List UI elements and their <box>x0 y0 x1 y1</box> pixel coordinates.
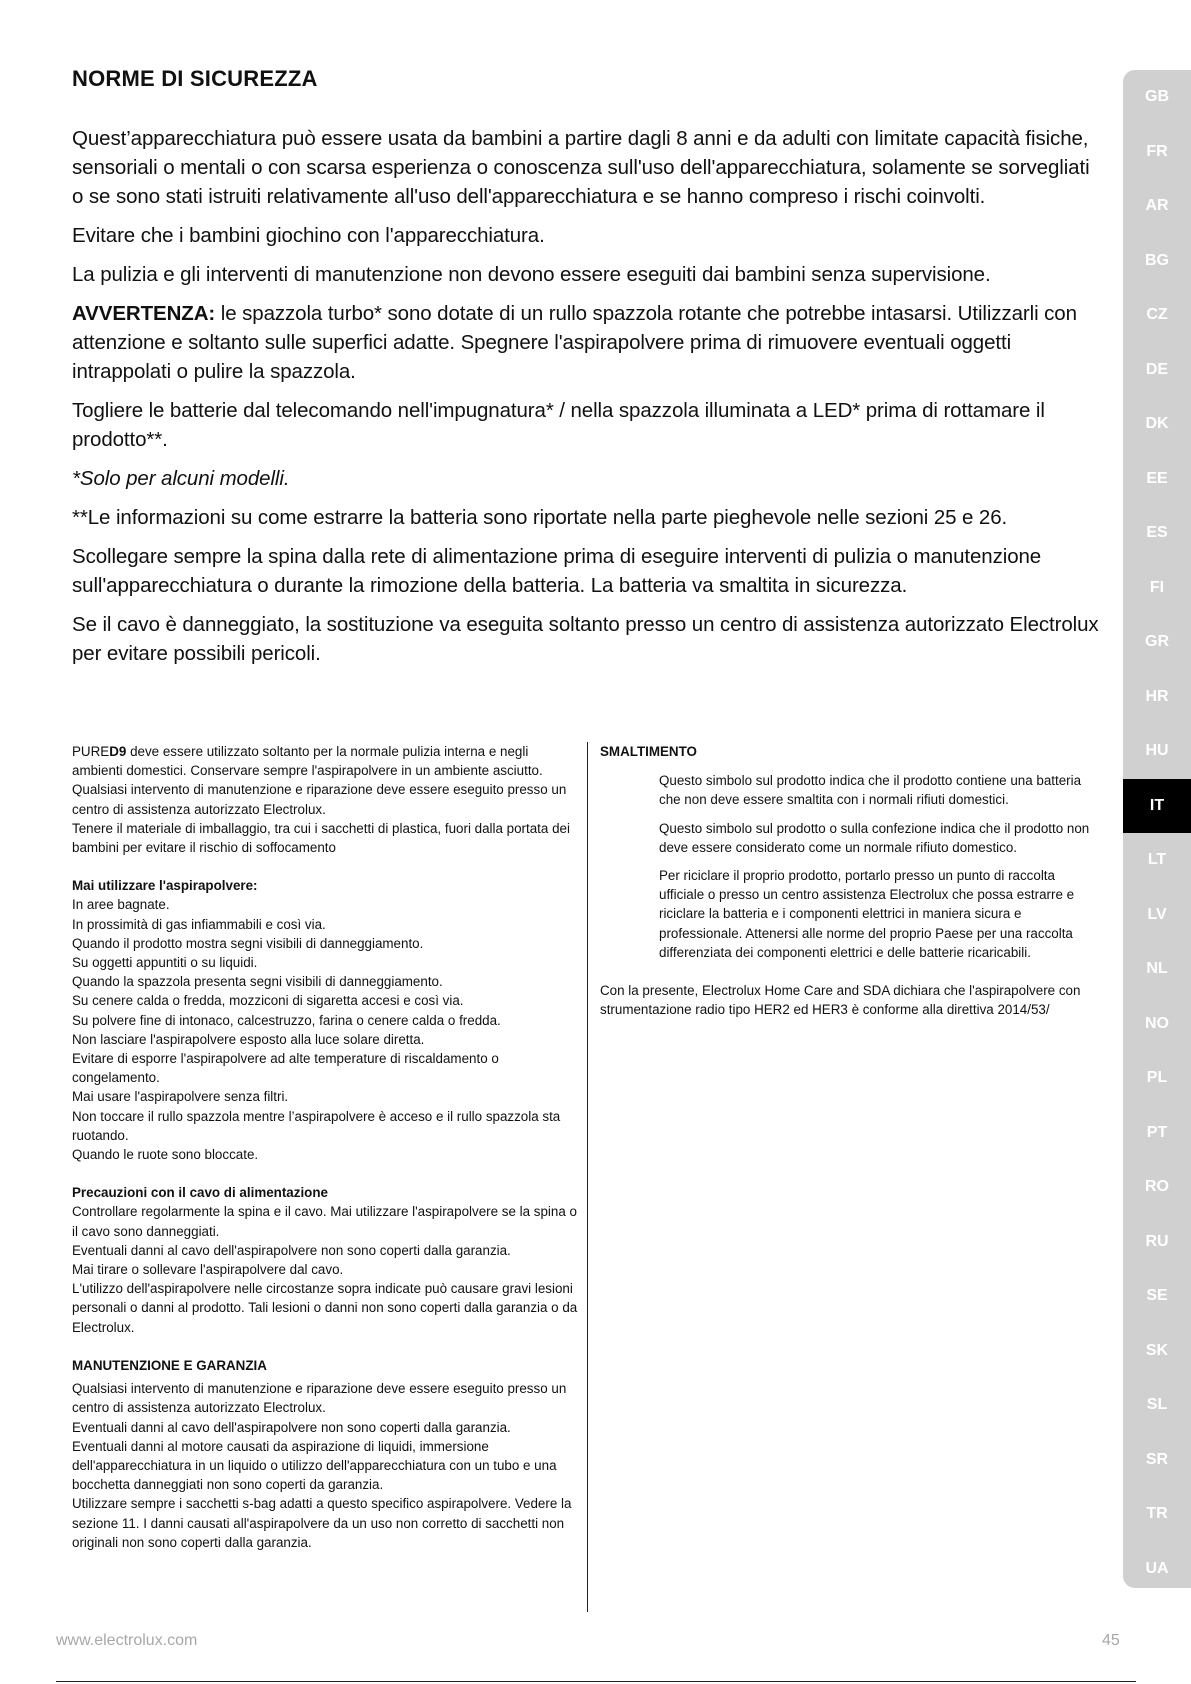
disposal-heading: SMALTIMENTO <box>600 744 697 759</box>
maintenance-heading: MANUTENZIONE E GARANZIA <box>72 1357 267 1373</box>
language-tab-gb[interactable]: GB <box>1145 88 1169 105</box>
usage-line: Tenere il materiale di imballaggio, tra cui i sacchetti di plastica, fuori dalla portata dei bambini per evitare il rischio di soffocamento <box>72 820 570 856</box>
language-tab-ee[interactable]: EE <box>1146 469 1168 487</box>
list-item: Mai tirare o sollevare l'aspirapolvere dal cavo. <box>72 1262 344 1278</box>
language-tab-ar[interactable]: AR <box>1145 197 1169 214</box>
list-item: In aree bagnate. <box>72 897 170 913</box>
usage-line <box>72 742 578 780</box>
intro-paragraph: Se il cavo è danneggiato, la sostituzione va eseguita soltanto presso un centro di assistenza autorizzato Electrolux per evitare possibili pericoli. <box>72 613 1099 665</box>
list-item: Controllare regolarmente la spina e il cavo. Mai utilizzare l'aspirapolvere se la spina o il cavo sono danneggiati. <box>72 1204 577 1239</box>
intro-paragraph: **Le informazioni su come estrarre la batteria sono riportate nella parte pieghevole nelle sezioni 25 e 26. <box>72 506 1008 529</box>
never-use-heading: Mai utilizzare l'aspirapolvere: <box>72 878 258 894</box>
language-tab-lv[interactable]: LV <box>1147 905 1167 923</box>
list-item: Utilizzare sempre i sacchetti s-bag adatti a questo specifico aspirapolvere. Vedere la sezione 11. I danni causati all'aspirapolvere da un uso non corretto di sacchetti non originali non sono coperti dalla garanzia. <box>72 1496 572 1550</box>
language-tab-de[interactable]: DE <box>1145 360 1169 378</box>
page-number: 45 <box>1102 1632 1120 1649</box>
language-tab-it[interactable]: IT <box>1123 779 1191 833</box>
intro-paragraph: Evitare che i bambini giochino con l'apparecchiatura. <box>72 224 545 247</box>
list-item: Su polvere fine di intonaco, calcestruzzo, farina o cenere calda o fredda. <box>72 1012 501 1028</box>
language-tab-pl[interactable]: PL <box>1146 1069 1168 1086</box>
model-suffix: D9 <box>109 744 127 759</box>
intro-section <box>72 124 1102 678</box>
language-tab-cz[interactable]: CZ <box>1146 306 1168 323</box>
right-column <box>600 742 1090 1019</box>
language-tab-dk[interactable]: DK <box>1145 415 1169 432</box>
intro-footnote <box>72 464 1102 493</box>
language-tab-no[interactable]: NO <box>1145 1014 1169 1032</box>
list-item: Eventuali danni al motore causati da aspirazione di liquidi, immersione dell'apparecchiatura in un liquido o utilizzo dell'apparecchiatura con un tubo e una bocchetta danneggiati non sono coperti da garanzia. <box>72 1438 557 1493</box>
language-tab-lt[interactable]: LT <box>1147 851 1167 868</box>
disposal-item: Per riciclare il proprio prodotto, portarlo presso un punto di raccolta ufficiale o presso un centro assistenza Electrolux che possa estrarre e riciclare la batteria e i componenti elettrici in maniera sicura e professionale. Attenersi alle norme del proprio Paese per una raccolta differenziata dei componenti elettrici e delle batterie ricaricabili. <box>659 868 1075 960</box>
language-tab-fr[interactable]: FR <box>1146 142 1168 160</box>
list-item: Evitare di esporre l'aspirapolvere ad alte temperature di riscaldamento o congelamento. <box>72 1051 499 1086</box>
language-tab-ua[interactable]: UA <box>1145 1559 1169 1577</box>
conformity-declaration: Con la presente, Electrolux Home Care and SDA dichiara che l'aspirapolvere con strumentazione radio tipo HER2 ed HER3 è conforme alla direttiva 2014/53/ <box>600 983 1081 1018</box>
language-tab-hr[interactable]: HR <box>1145 687 1169 705</box>
disposal-item: Questo simbolo sul prodotto indica che il prodotto contiene una batteria che non deve essere smaltita con i normali rifiuti domestici. <box>659 773 1082 808</box>
list-item: Eventuali danni al cavo dell'aspirapolvere non sono coperti dalla garanzia. <box>72 1419 511 1435</box>
language-tab-fi[interactable]: FI <box>1149 578 1165 596</box>
footer-url[interactable]: www.electrolux.com <box>56 1632 198 1649</box>
list-item: Non lasciare l'aspirapolvere esposto alla luce solare diretta. <box>72 1031 425 1047</box>
intro-paragraph: Quest’apparecchiatura può essere usata da bambini a partire dagli 8 anni e da adulti con limitate capacità fisiche, sensoriali o mentali o con scarsa esperienza o conoscenza sull'uso dell'apparecchiatura, solamente se sorvegliati o se sono stati istruiti relativamente all'uso dell'apparecchiatura e se hanno compreso i rischi coinvolti. <box>72 127 1090 208</box>
left-column <box>72 742 578 1552</box>
model-prefix: PURE <box>72 744 110 759</box>
list-item: Quando la spazzola presenta segni visibili di danneggiamento. <box>72 974 443 990</box>
footnote-text: *Solo per alcuni modelli. <box>72 467 290 490</box>
language-tab-nl[interactable]: NL <box>1146 960 1168 977</box>
language-tab-hu[interactable]: HU <box>1145 742 1169 759</box>
language-tab-ro[interactable]: RO <box>1145 1178 1169 1195</box>
warning-text: le spazzola turbo* sono dotate di un rullo spazzola rotante che potrebbe intasarsi. Utilizzarli con attenzione e soltanto sulle superfici adatte. Spegnere l'aspirapolvere prima di rimuovere eventuali oggetti intrappolati o pulire la spazzola. <box>72 302 1077 383</box>
language-tab-tr[interactable]: TR <box>1146 1505 1168 1522</box>
language-tab-ru[interactable]: RU <box>1145 1232 1169 1250</box>
list-item: Quando il prodotto mostra segni visibili di danneggiamento. <box>72 935 424 951</box>
list-item: In prossimità di gas infiammabili e così via. <box>72 916 326 932</box>
footer-rule <box>56 1681 1136 1682</box>
language-tab-gr[interactable]: GR <box>1145 633 1169 650</box>
usage-text: deve essere utilizzato soltanto per la normale pulizia interna e negli ambienti domestici. Conservare sempre l'aspirapolvere in un ambiente asciutto. <box>72 744 543 779</box>
list-item: Mai usare l'aspirapolvere senza filtri. <box>72 1089 289 1105</box>
language-tab-es[interactable]: ES <box>1146 524 1168 541</box>
list-item: Qualsiasi intervento di manutenzione e riparazione deve essere eseguito presso un centro di assistenza autorizzato Electrolux. <box>72 1381 567 1416</box>
list-item: Non toccare il rullo spazzola mentre l’aspirapolvere è acceso e il rullo spazzola sta ruotando. <box>72 1108 561 1143</box>
list-item: L'utilizzo dell'aspirapolvere nelle circostanze sopra indicate può causare gravi lesioni personali o danni al prodotto. Tali lesioni o danni non sono coperti dalla garanzia o da Electrolux. <box>72 1281 578 1335</box>
list-item: Su cenere calda o fredda, mozziconi di sigaretta accesi e così via. <box>72 993 464 1009</box>
language-tab-pt[interactable]: PT <box>1146 1123 1168 1141</box>
intro-paragraph: Scollegare sempre la spina dalla rete di alimentazione prima di eseguire interventi di pulizia o manutenzione sull'apparecchiatura o durante la rimozione della batteria. La batteria va smaltita in sicurezza. <box>72 545 1042 597</box>
language-tab-sk[interactable]: SK <box>1145 1341 1169 1359</box>
usage-line: Qualsiasi intervento di manutenzione e riparazione deve essere eseguito presso un centro di assistenza autorizzato Electrolux. <box>72 782 567 817</box>
cable-heading: Precauzioni con il cavo di alimentazione <box>72 1185 328 1201</box>
list-item: Eventuali danni al cavo dell'aspirapolvere non sono coperti dalla garanzia. <box>72 1242 511 1258</box>
list-item: Quando le ruote sono bloccate. <box>72 1147 259 1163</box>
list-item: Su oggetti appuntiti o su liquidi. <box>72 955 258 971</box>
disposal-item: Questo simbolo sul prodotto o sulla confezione indica che il prodotto non deve essere considerato come un normale rifiuto domestico. <box>659 820 1090 855</box>
intro-paragraph: La pulizia e gli interventi di manutenzione non devono essere eseguiti dai bambini senza supervisione. <box>72 263 991 286</box>
column-divider <box>587 742 588 1612</box>
intro-paragraph: Togliere le batterie dal telecomando nell'impugnatura* / nella spazzola illuminata a LED* prima di rottamare il prodotto**. <box>72 399 1045 451</box>
language-tab-sr[interactable]: SR <box>1145 1450 1169 1468</box>
language-tab-se[interactable]: SE <box>1146 1287 1168 1304</box>
warning-label: AVVERTENZA: <box>72 302 216 325</box>
language-tab-sl[interactable]: SL <box>1146 1396 1168 1413</box>
page-title: NORME DI SICUREZZA <box>72 66 318 91</box>
language-tab-bg[interactable]: BG <box>1145 251 1169 269</box>
warning-paragraph <box>72 299 1102 386</box>
